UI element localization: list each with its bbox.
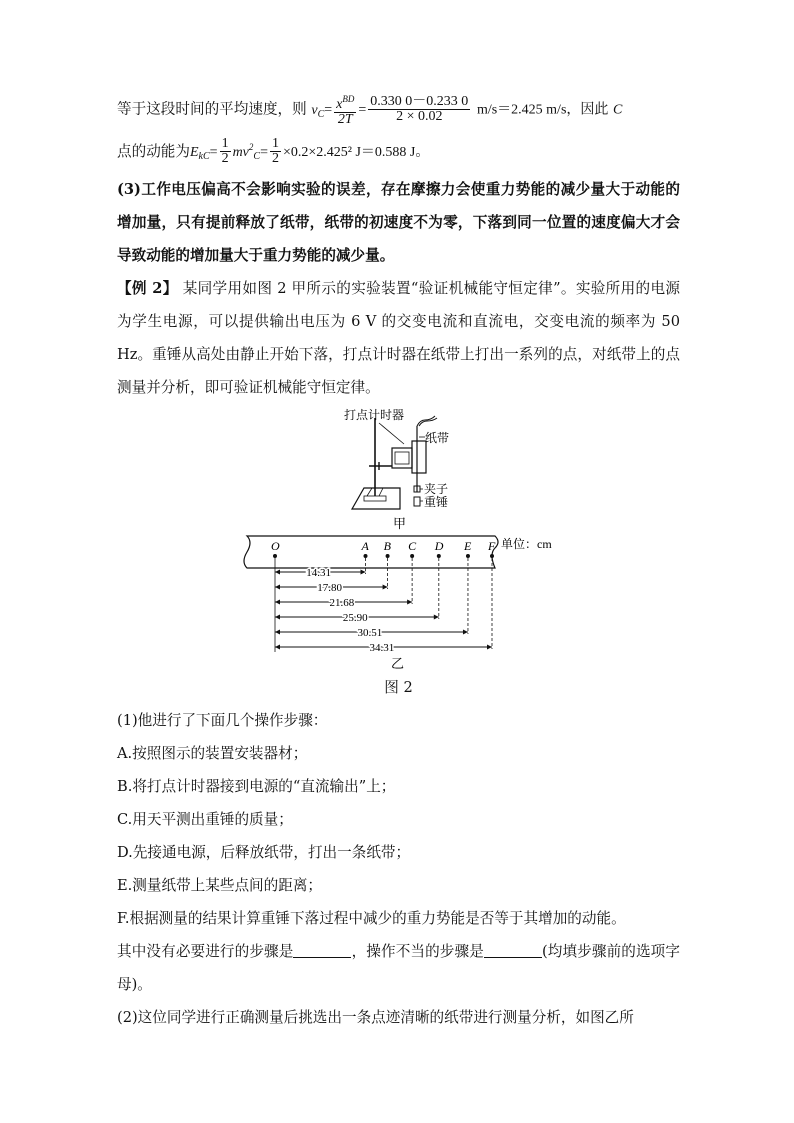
timer-plate [412, 441, 426, 473]
vc-result: m/s＝2.425 m/s，因此 [476, 102, 609, 118]
dimension-arrow-5-0 [275, 644, 280, 649]
figure-yi [117, 532, 680, 670]
dimension-value-3: 25.90 [342, 611, 368, 624]
tape-label-B: B [383, 538, 391, 553]
dimension-arrow-0-1 [361, 569, 366, 574]
step-0: A.按照图示的装置安装器材； [117, 744, 308, 762]
tape-dot-A [364, 554, 368, 558]
dimension-value-4: 30.51 [357, 626, 383, 639]
q1-intro: (1)他进行了下面几个操作步骤： [117, 711, 328, 729]
answer-blank-1[interactable] [293, 943, 351, 958]
dimension-arrow-2-1 [407, 599, 412, 604]
tape-label-D: D [434, 538, 444, 553]
fraction-half: $\frac{1}{2}$ [221, 136, 229, 166]
step-list [117, 737, 680, 935]
stand-base [352, 488, 400, 509]
tape-dimensions [275, 558, 492, 654]
step-5: F.根据测量的结果计算重锤下落过程中减少的重力势能是否等于其增加的动能。 [117, 909, 626, 927]
label-weight: 重锤 [424, 494, 449, 509]
fraction-half-2: $\frac{1}{2}$ [271, 136, 279, 166]
solution-text: 等于这段时间的平均速度，则 [117, 100, 307, 118]
dimension-value-2: 21.68 [329, 596, 355, 609]
dimension-arrow-0-0 [275, 569, 280, 574]
dimension-arrow-1-0 [275, 584, 280, 589]
figure-jia [117, 404, 680, 532]
fraction-xbd-2t: $\frac{x^{BD}}{2T}$ [336, 94, 355, 127]
example-label: 【例 2】 [117, 279, 178, 297]
vc-symbol: $v_C$ [311, 102, 325, 120]
tape-dot-C [410, 554, 414, 558]
tape-dot-E [466, 554, 470, 558]
tape-dot-B [386, 554, 390, 558]
ek-result: ×0.2×2.425² J＝0.588 J。 [282, 144, 430, 160]
tape-label-O: O [271, 538, 280, 553]
step-2: C.用天平测出重锤的质量； [117, 810, 293, 828]
tape-dot-F [490, 554, 494, 558]
dimension-arrow-3-1 [434, 614, 439, 619]
tape-points [271, 539, 496, 558]
solution-line-2: 点的动能为$E_{kC}=$ $\frac{1}{2}$ $mv^2_C=$ $\frac{1}{2}$ ×0.2×2.425² J＝0.588 J。 [117, 136, 430, 166]
tape-diagram [117, 532, 680, 670]
label-tape: 纸带 [425, 430, 450, 445]
paper-strip [244, 536, 498, 568]
unit-label: 单位：cm [501, 536, 552, 551]
tape-label-A: A [361, 538, 369, 553]
q1-ask: 其中没有必要进行的步骤是 ，操作不当的步骤是 (均填步骤前的选项字母)。 [117, 942, 680, 993]
weight [414, 497, 420, 506]
figure-caption: 图 2 [384, 678, 413, 696]
tape-label-E: E [463, 538, 472, 553]
ek-symbol: $E_{kC}$ [189, 144, 210, 162]
solution-line-1: 等于这段时间的平均速度，则 $v_C=$ $\frac{x^{BD}}{2T}$ = $\frac{0.330 0-0.233 0}{2 \times 0.02}$ m/s＝2.425 m/s，因此 C [117, 94, 623, 127]
label-clip: 夹子 [424, 481, 449, 496]
q2-start: (2)这位同学进行正确测量后挑选出一条点迹清晰的纸带进行测量分析，如图乙所 [117, 1008, 634, 1026]
dimension-arrow-5-1 [487, 644, 492, 649]
caption-jia: 甲 [393, 515, 407, 531]
paragraph-3: (3)工作电压偏高不会影响实验的误差，存在摩擦力会使重力势能的减少量大于动能的增加量，只有提前释放了纸带，纸带的初速度不为零，下落到同一位置的速度偏大才会导致动能的增加量大于重力势能的减少量。 [117, 180, 680, 264]
answer-blank-2[interactable] [484, 943, 542, 958]
mv-squared: $mv^2_C$ [232, 141, 261, 162]
example-text: 某同学用如图 2 甲所示的实验装置“验证机械能守恒定律”。实验所用的电源为学生电源，可以提供输出电压为 6 V 的交变电流和直流电，交变电流的频率为 50 Hz。重锤从高处由静止开始下落，打点计时器在纸带上打出一系列的点，对纸带上的点测量并分析，即可验证机械能守恒定律。 [117, 279, 680, 396]
apparatus-diagram [117, 404, 680, 532]
tape-label-C: C [408, 538, 417, 553]
dimension-value-1: 17.80 [317, 581, 343, 594]
dimension-arrow-2-0 [275, 599, 280, 604]
tape-dot-D [437, 554, 441, 558]
tape-dot-O [273, 554, 277, 558]
step-3: D.先接通电源，后释放纸带，打出一条纸带； [117, 843, 411, 861]
dimension-value-5: 34.31 [369, 641, 395, 654]
dimension-arrow-1-1 [383, 584, 388, 589]
dimension-arrow-4-0 [275, 629, 280, 634]
dimension-value-0: 14.31 [306, 566, 332, 579]
step-1: B.将打点计时器接到电源的“直流输出”上； [117, 777, 396, 795]
page-content [117, 92, 680, 1034]
equals: = [324, 102, 333, 118]
label-timer: 打点计时器 [344, 407, 405, 422]
fraction-values: $\frac{0.330 0-0.233 0}{2 \times 0.02}$ [370, 94, 469, 124]
tape-label-F: F [488, 538, 496, 553]
point-c: C [613, 102, 623, 118]
caption-yi: 乙 [391, 655, 405, 670]
example-2 [117, 272, 680, 404]
dimension-arrow-3-0 [275, 614, 280, 619]
dimension-arrow-4-1 [463, 629, 468, 634]
step-4: E.测量纸带上某些点间的距离； [117, 876, 323, 894]
